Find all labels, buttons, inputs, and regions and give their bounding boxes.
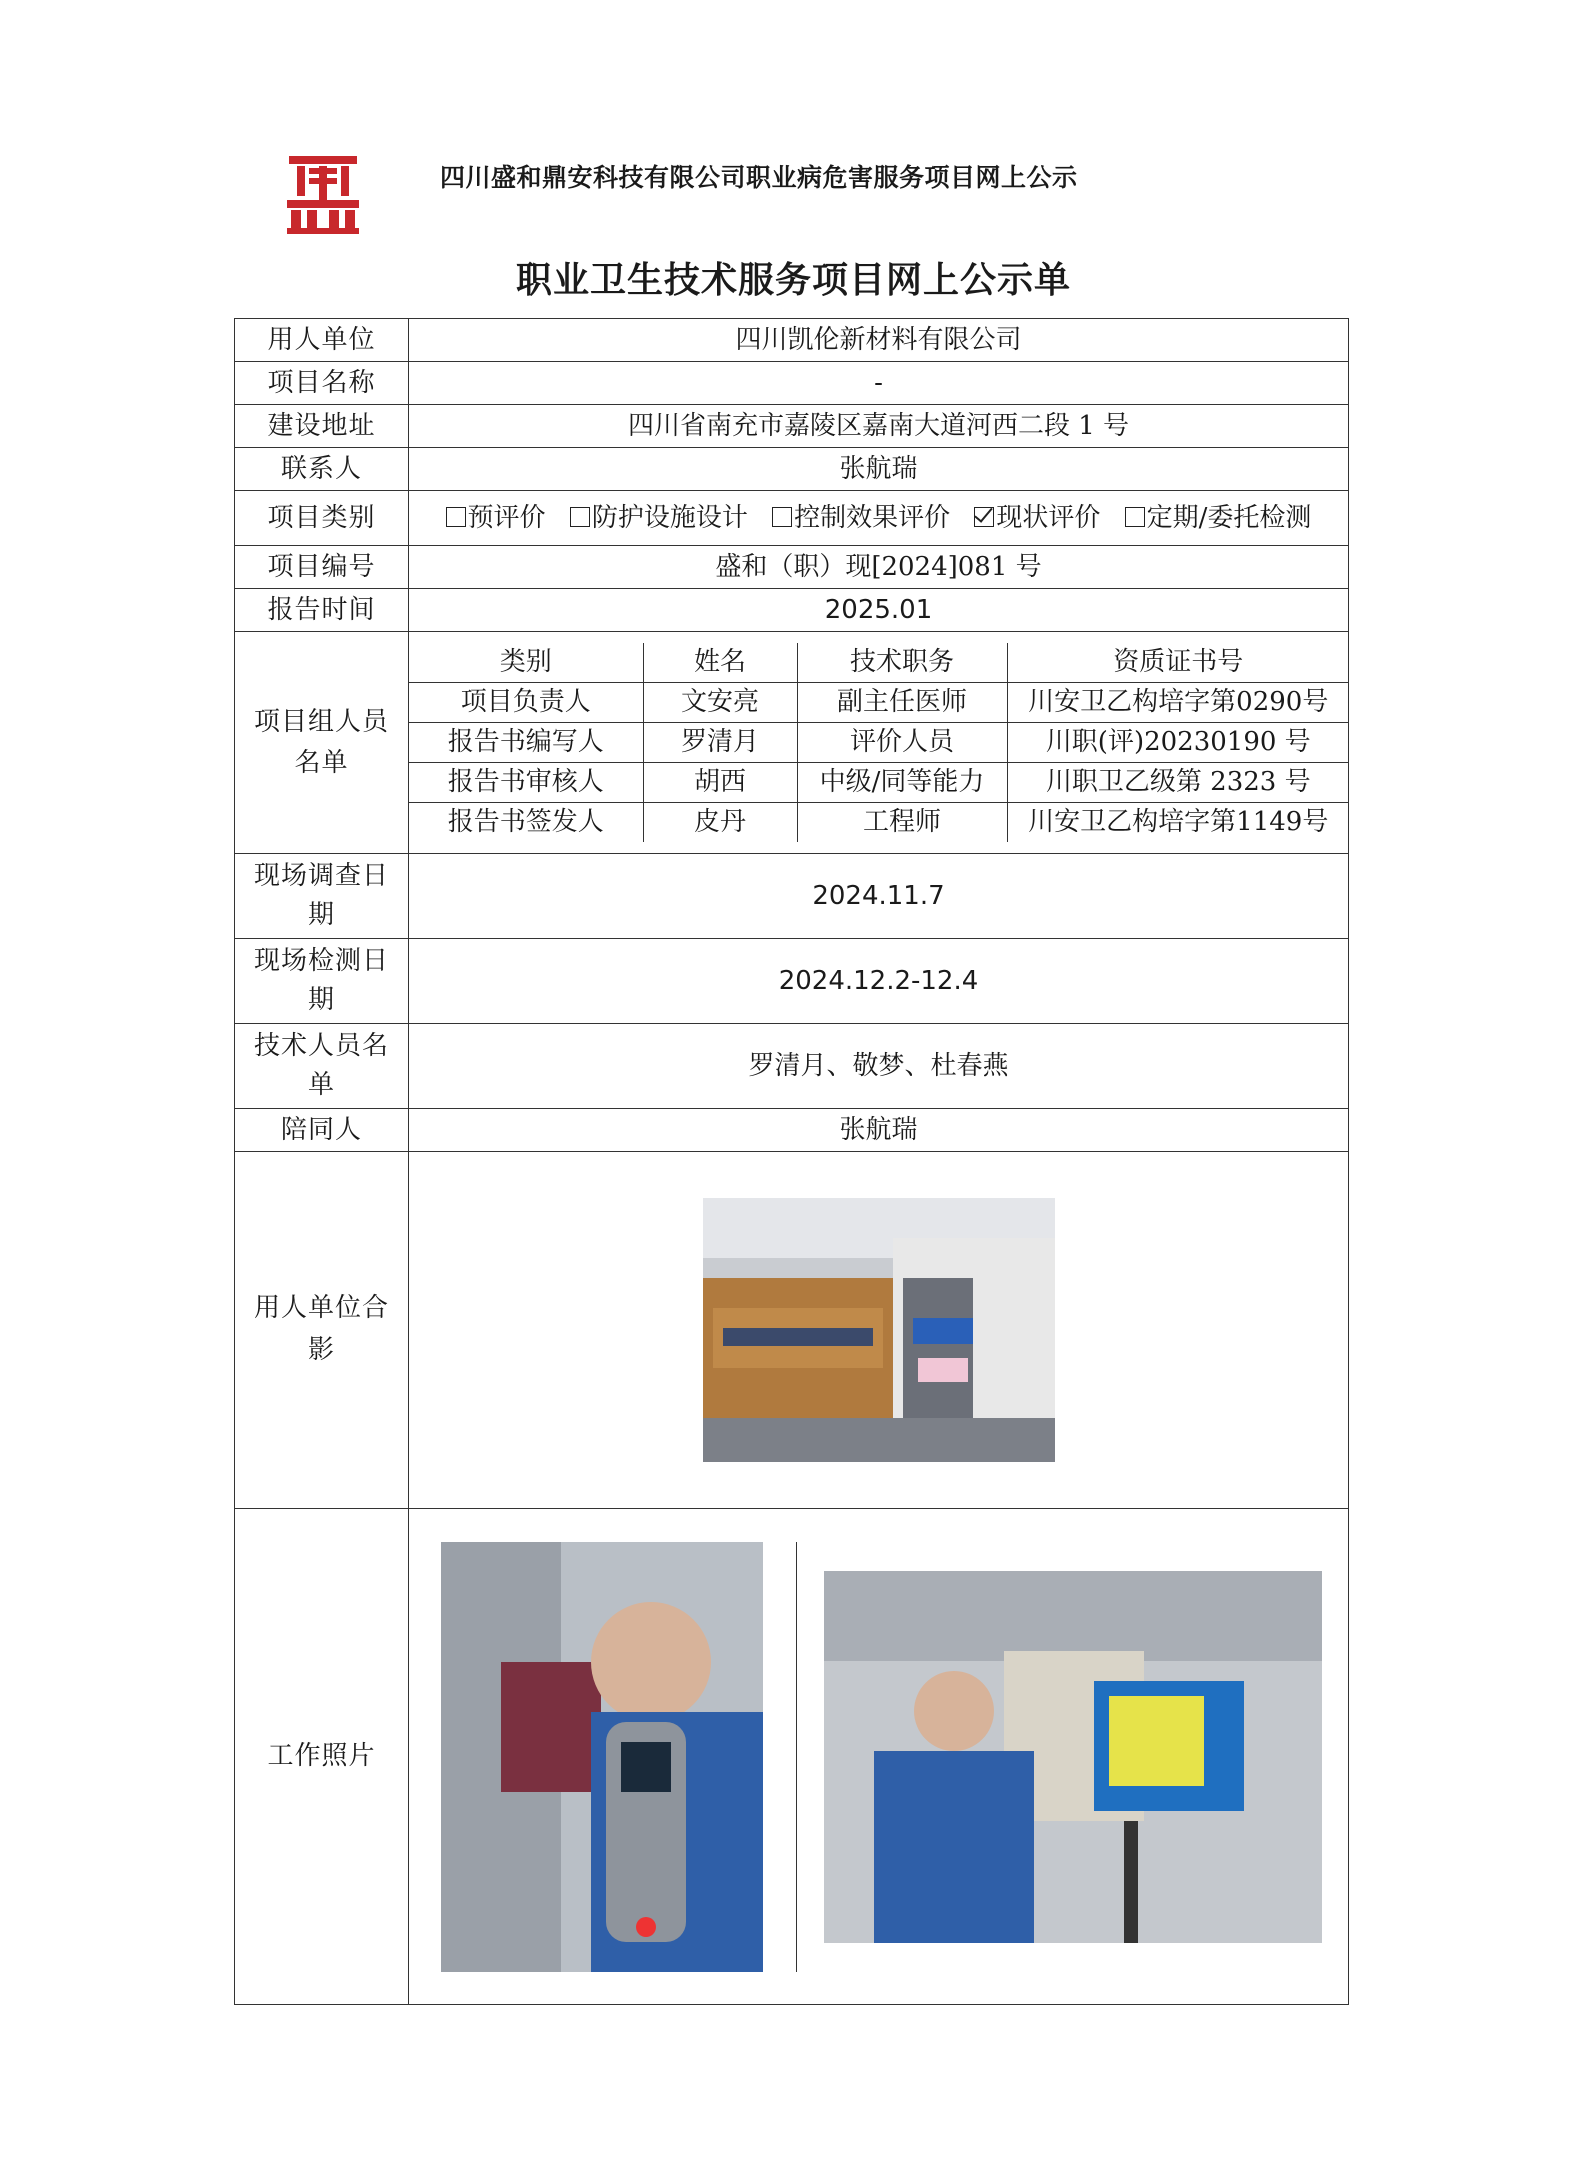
team-title: 评价人员: [797, 723, 1007, 763]
row-survey-date: [235, 854, 1349, 939]
checkbox-icon[interactable]: [772, 507, 792, 527]
project-name-value: -: [409, 362, 1349, 405]
category-label: 项目类别: [235, 491, 409, 546]
team-name: 罗清月: [643, 723, 797, 763]
team-name: 胡西: [643, 763, 797, 803]
report-time-label: 报告时间: [235, 589, 409, 632]
group-photo-label: 用人单位合影: [235, 1152, 409, 1509]
work-photos-table: [409, 1542, 1349, 1972]
survey-date-value: 2024.11.7: [409, 854, 1349, 939]
work-photo-cell: [409, 1542, 796, 1972]
row-companion: [235, 1109, 1349, 1152]
category-option[interactable]: 防护设施设计: [570, 503, 748, 533]
table-row: [409, 803, 1349, 843]
team-header: 类别: [409, 643, 643, 683]
team-role: 报告书编写人: [409, 723, 643, 763]
category-options: [409, 491, 1349, 546]
project-no-label: 项目编号: [235, 546, 409, 589]
row-project-no: [235, 546, 1349, 589]
address-value: 四川省南充市嘉陵区嘉南大道河西二段 1 号: [409, 405, 1349, 448]
project-name-label: 项目名称: [235, 362, 409, 405]
row-tech-staff: [235, 1024, 1349, 1109]
team-cert: 川安卫乙构培字第1149号: [1007, 803, 1349, 843]
row-category: [235, 491, 1349, 546]
tech-staff-value: 罗清月、敬梦、杜春燕: [409, 1024, 1349, 1109]
work-photo-dust-sampler: [824, 1571, 1322, 1943]
table-row: [409, 683, 1349, 723]
company-logo: [283, 152, 363, 236]
group-photo-image: [703, 1198, 1055, 1462]
page-title: 职业卫生技术服务项目网上公示单: [515, 259, 1071, 301]
team-name: 文安亮: [643, 683, 797, 723]
employer-label: 用人单位: [235, 319, 409, 362]
project-no-value: 盛和（职）现[2024]081 号: [409, 546, 1349, 589]
team-role: 项目负责人: [409, 683, 643, 723]
row-group-photo: [235, 1152, 1349, 1509]
checkbox-icon[interactable]: [1125, 507, 1145, 527]
row-work-photos: [235, 1509, 1349, 2005]
table-row: [409, 723, 1349, 763]
row-contact: [235, 448, 1349, 491]
survey-date-label: 现场调查日期: [235, 854, 409, 939]
row-project-name: [235, 362, 1349, 405]
team-cert: 川安卫乙构培字第0290号: [1007, 683, 1349, 723]
test-date-value: 2024.12.2-12.4: [409, 939, 1349, 1024]
row-employer: [235, 319, 1349, 362]
team-header-row: [409, 643, 1349, 683]
publicity-form-table: [234, 318, 1349, 2005]
employer-value: 四川凯伦新材料有限公司: [409, 319, 1349, 362]
work-photos-cell: [409, 1509, 1349, 2005]
team-title: 副主任医师: [797, 683, 1007, 723]
row-team: [235, 632, 1349, 854]
team-header: 技术职务: [797, 643, 1007, 683]
checkbox-icon[interactable]: [446, 507, 466, 527]
work-photo-cell: [796, 1542, 1349, 1972]
row-test-date: [235, 939, 1349, 1024]
category-option[interactable]: 预评价: [446, 503, 546, 533]
team-role: 报告书签发人: [409, 803, 643, 843]
team-name: 皮丹: [643, 803, 797, 843]
category-option[interactable]: 控制效果评价: [772, 503, 950, 533]
companion-value: 张航瑞: [409, 1109, 1349, 1152]
checkbox-checked-icon[interactable]: [974, 507, 994, 527]
row-address: [235, 405, 1349, 448]
work-photo-noise-meter: [441, 1542, 763, 1972]
report-time-value: 2025.01: [409, 589, 1349, 632]
team-cert: 川职卫乙级第 2323 号: [1007, 763, 1349, 803]
checkbox-icon[interactable]: [570, 507, 590, 527]
category-option[interactable]: 定期/委托检测: [1125, 503, 1312, 533]
team-role: 报告书审核人: [409, 763, 643, 803]
group-photo-cell: [409, 1152, 1349, 1509]
team-cert: 川职(评)20230190 号: [1007, 723, 1349, 763]
table-row: [409, 763, 1349, 803]
address-label: 建设地址: [235, 405, 409, 448]
test-date-label: 现场检测日期: [235, 939, 409, 1024]
team-title: 工程师: [797, 803, 1007, 843]
contact-label: 联系人: [235, 448, 409, 491]
row-report-time: [235, 589, 1349, 632]
category-option[interactable]: 现状评价: [974, 503, 1100, 533]
contact-value: 张航瑞: [409, 448, 1349, 491]
companion-label: 陪同人: [235, 1109, 409, 1152]
team-table: [409, 643, 1349, 842]
team-header: 姓名: [643, 643, 797, 683]
team-cell: [409, 632, 1349, 854]
team-title: 中级/同等能力: [797, 763, 1007, 803]
work-photo-label: 工作照片: [235, 1509, 409, 2005]
team-label: 项目组人员名单: [235, 632, 409, 854]
company-header-title: 四川盛和鼎安科技有限公司职业病危害服务项目网上公示: [440, 163, 1078, 192]
team-header: 资质证书号: [1007, 643, 1349, 683]
tech-staff-label: 技术人员名单: [235, 1024, 409, 1109]
